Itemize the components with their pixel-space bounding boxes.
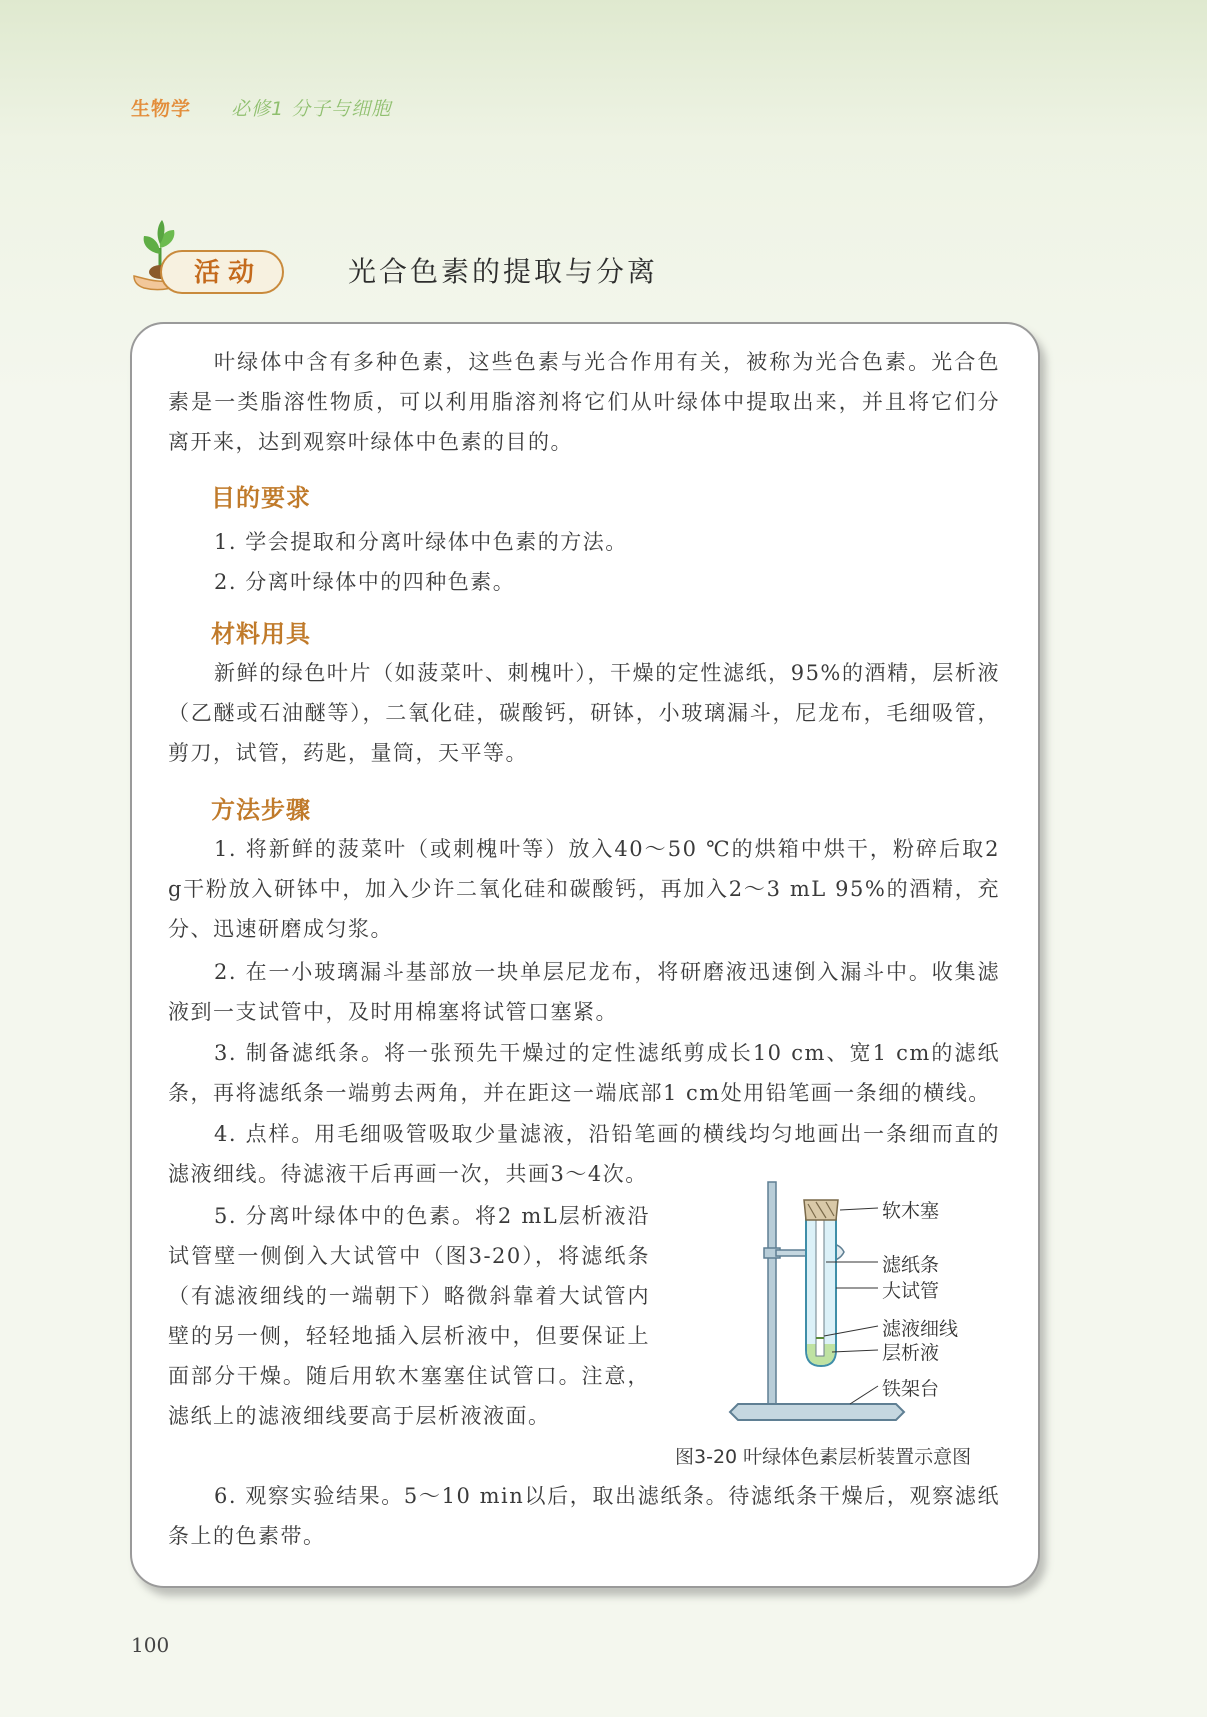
- label-filter-strip: 滤纸条: [882, 1254, 940, 1276]
- objective-item: 1. 学会提取和分离叶绿体中色素的方法。: [214, 530, 628, 554]
- materials-paragraph: 新鲜的绿色叶片（如菠菜叶、刺槐叶），干燥的定性滤纸，95%的酒精，层析液（乙醚或石油醚等），二氧化硅，碳酸钙，研钵，小玻璃漏斗，尼龙布，毛细吸管，剪刀，试管，药匙，量筒，天平等。: [168, 661, 1000, 765]
- apparatus-diagram: [720, 1180, 1010, 1430]
- chromatography-apparatus-figure: [720, 1180, 1010, 1430]
- label-stand: 铁架台: [882, 1378, 940, 1400]
- activity-title: 光合色素的提取与分离: [348, 255, 659, 288]
- label-filtrate-line: 滤液细线: [882, 1318, 959, 1340]
- method-step: 3. 制备滤纸条。将一张预先干燥过的定性滤纸剪成长10 cm、宽1 cm的滤纸条，再将滤纸条一端剪去两角，并在距这一端底部1 cm处用铅笔画一条细的横线。: [168, 1041, 1000, 1105]
- label-cork: 软木塞: [882, 1200, 940, 1222]
- intro-paragraph: 叶绿体中含有多种色素，这些色素与光合作用有关，被称为光合色素。光合色素是一类脂溶性物质，可以利用脂溶剂将它们从叶绿体中提取出来，并且将它们分离开来，达到观察叶绿体中色素的目的。: [168, 350, 1000, 454]
- figure-caption: 图3-20 叶绿体色素层析装置示意图: [675, 1446, 972, 1468]
- label-test-tube: 大试管: [882, 1280, 940, 1302]
- method-step: 1. 将新鲜的菠菜叶（或刺槐叶等）放入40～50 ℃的烘箱中烘干，粉碎后取2 g干粉放入研钵中，加入少许二氧化硅和碳酸钙，再加入2～3 mL 95%的酒精，充分、迅速研磨成匀浆。: [168, 837, 1000, 941]
- subject-name: 生物学: [131, 98, 192, 120]
- objective-item: 2. 分离叶绿体中的四种色素。: [214, 570, 516, 594]
- materials-heading: 材料用具: [211, 620, 311, 648]
- activity-badge: [130, 218, 284, 294]
- objectives-heading: 目的要求: [211, 484, 311, 512]
- method-step: 4. 点样。用毛细吸管吸取少量滤液，沿铅笔画的横线均匀地画出一条细而直的滤液细线。待滤液干后再画一次，共画3～4次。: [168, 1122, 1000, 1186]
- method-step: 6. 观察实验结果。5～10 min以后，取出滤纸条。待滤纸条干燥后，观察滤纸条上的色素带。: [168, 1484, 1000, 1548]
- methods-heading: 方法步骤: [211, 796, 311, 824]
- page-number: 100: [131, 1633, 170, 1657]
- volume-title: 必修1 分子与细胞: [231, 98, 392, 120]
- activity-badge-label: 活动: [194, 258, 263, 288]
- method-step: 2. 在一小玻璃漏斗基部放一块单层尼龙布，将研磨液迅速倒入漏斗中。收集滤液到一支试管中，及时用棉塞将试管口塞紧。: [168, 960, 1000, 1024]
- method-step: 5. 分离叶绿体中的色素。将2 mL层析液沿试管壁一侧倒入大试管中（图3-20），将滤纸条（有滤液细线的一端朝下）略微斜靠着大试管内壁的另一侧，轻轻地插入层析液中，但要保证上面部分干燥。随后用软木塞塞住试管口。注意，滤纸上的滤液细线要高于层析液液面。: [168, 1204, 650, 1428]
- label-solvent: 层析液: [882, 1342, 940, 1364]
- running-header: [131, 94, 391, 121]
